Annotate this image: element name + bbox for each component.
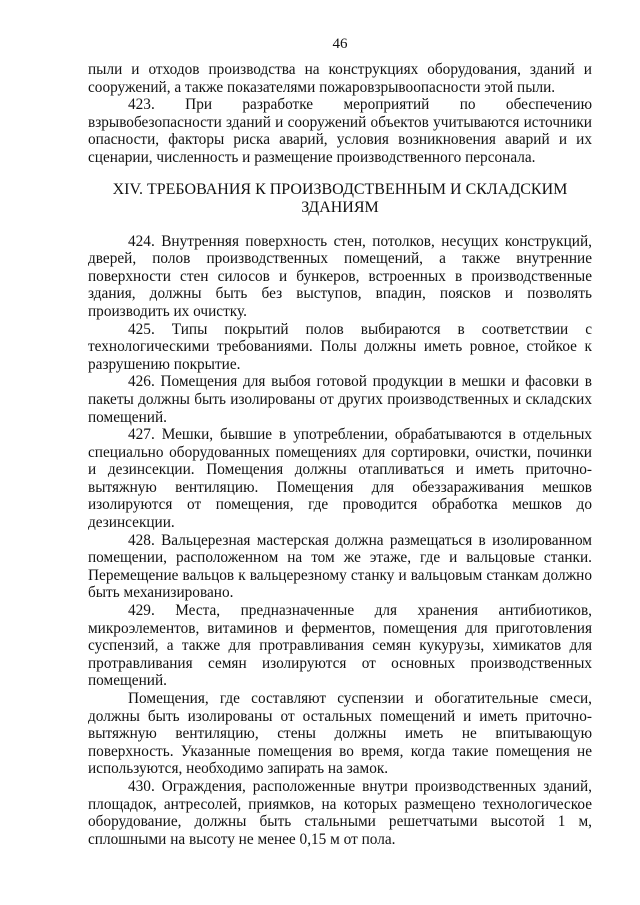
paragraph-429: 429. Места, предназначенные для хранения антибиотиков, микроэлементов, витаминов и ферментов, помещения для приготовления суспензий, а также для протравливания семян кукурузы, химикатов для протравливания семян изолируются от основных производственных помещений.: [88, 602, 592, 690]
paragraph-427: 427. Мешки, бывшие в употреблении, обрабатываются в отдельных специально оборудованных помещениях для сортировки, очистки, починки и дезинсекции. Помещения должны отапливаться и иметь приточно-вытяжную вентиляцию. Помещения для обеззараживания мешков изолируются от помещения, где проводится обработка мешков до дезинсекции.: [88, 426, 592, 532]
paragraph-429-cont: Помещения, где составляют суспензии и обогатительные смеси, должны быть изолированы от остальных помещений и иметь приточно-вытяжную вентиляцию, стены должны иметь не впитывающую поверхность. Указанные помещения во время, когда такие помещения не используются, необходимо запирать на замок.: [88, 690, 592, 778]
page-number: 46: [332, 36, 348, 52]
paragraph-430: 430. Ограждения, расположенные внутри производственных зданий, площадок, антресолей, приямков, на которых размещено технологическое оборудование, должны быть стальными решетчатыми высотой 1 м, сплошными на высоту не менее 0,15 м от пола.: [88, 777, 592, 848]
paragraph-426: 426. Помещения для выбоя готовой продукции в мешки и фасовки в пакеты должны быть изолированы от других производственных и складских помещений.: [88, 373, 592, 426]
paragraph-425: 425. Типы покрытий полов выбираются в соответствии с технологическими требованиями. Полы должны иметь ровное, стойкое к разрушению покрытие.: [88, 320, 592, 373]
section-heading: XIV. ТРЕБОВАНИЯ К ПРОИЗВОДСТВЕННЫМ И СКЛАДСКИМ ЗДАНИЯМ: [112, 180, 568, 216]
paragraph-423: 423. При разработке мероприятий по обеспечению взрывобезопасности зданий и сооружений объектов учитываются источники опасности, факторы риска аварий, условия возникновения аварий и их сценарии, численность и размещение производственного персонала.: [88, 96, 592, 166]
paragraph-428: 428. Вальцерезная мастерская должна размещаться в изолированном помещении, расположенном на том же этаже, где и вальцовые станки. Перемещение вальцов к вальцерезному станку и вальцовым станкам должно быть механизировано.: [88, 531, 592, 602]
paragraph-424: 424. Внутренняя поверхность стен, потолков, несущих конструкций, дверей, полов производственных помещений, а также внутренние поверхности стен силосов и бункеров, встроенных в производственные здания, должны быть без выступов, впадин, поясков и позволять производить их очистку.: [88, 232, 592, 320]
paragraph-continuation: пыли и отходов производства на конструкциях оборудования, зданий и сооружений, а также показателями пожаровзрывоопасности этой пыли.: [88, 61, 592, 96]
